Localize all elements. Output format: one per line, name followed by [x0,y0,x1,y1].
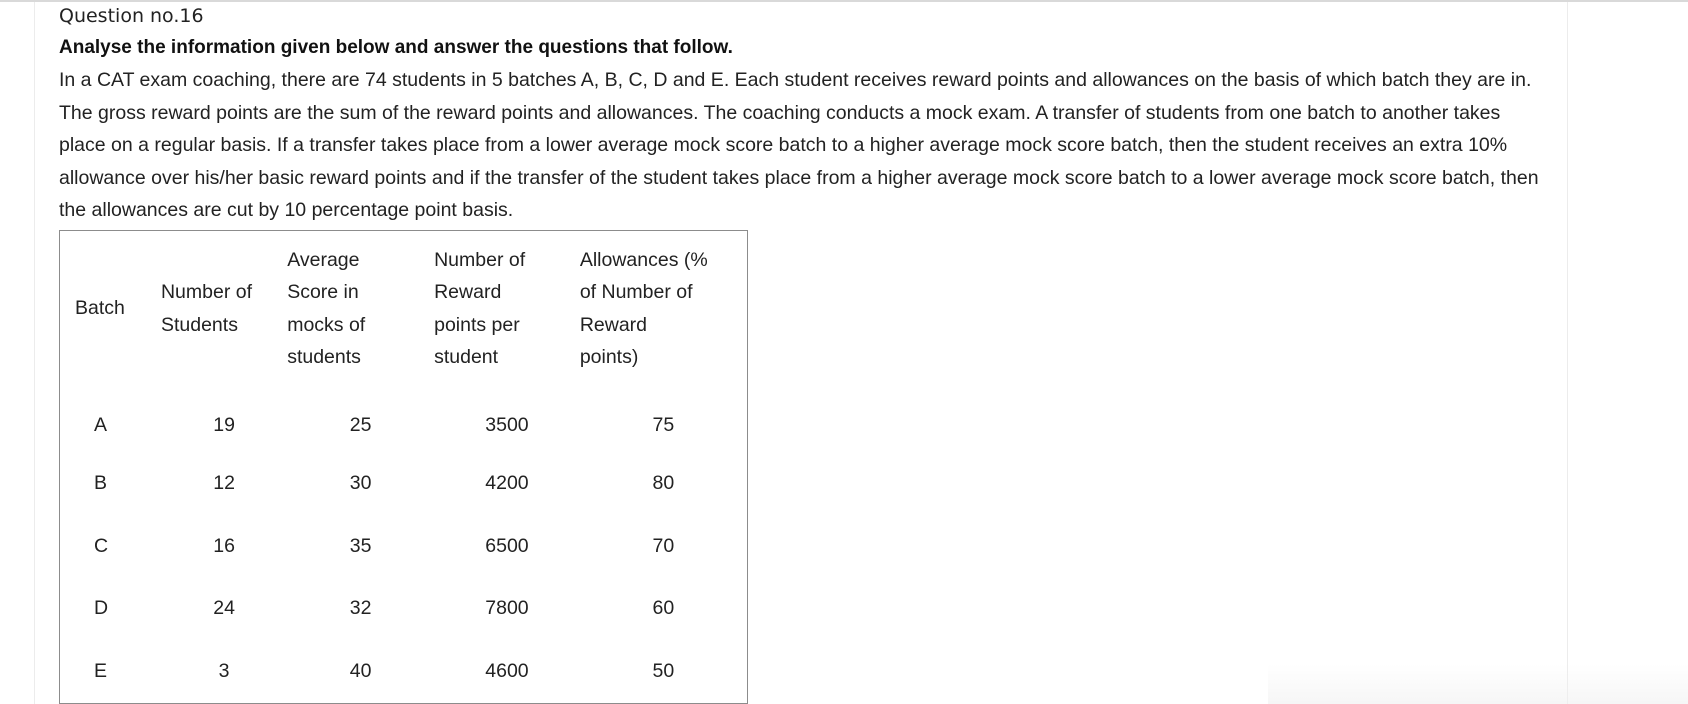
cell-allowance: 60 [652,597,675,620]
cell-reward: 4600 [485,659,529,682]
cell-students: 19 [213,414,235,436]
cell-allowance: 80 [652,472,675,495]
cell-batch: E [94,659,108,682]
left-border [34,2,35,704]
cell-students: 16 [213,534,235,557]
header-allowances: Allowances (% of Number of Reward points) [579,248,708,368]
cell-reward: 3500 [485,414,529,436]
cell-score: 40 [349,659,372,682]
table-row [60,578,748,641]
cell-students: 12 [213,472,235,495]
cell-reward: 7800 [485,597,529,620]
cell-students: 3 [218,659,230,682]
table-row [60,640,748,703]
cell-allowance: 70 [652,534,675,557]
question-number: Question no.16 [59,5,204,27]
cell-reward: 6500 [485,534,529,557]
cell-score: 32 [349,597,372,620]
question-passage: In a CAT exam coaching, there are 74 students in 5 batches A, B, C, D and E. Each student receives reward points and allowances on the basis of which batch they are in. The gross reward points are the sum of the reward points and allowances. The coaching conducts a mock exam. A transfer of students from one batch to another takes place on a regular basis. If a transfer takes place from a lower average mock score batch to a higher average mock score batch, then the student receives an extra 10% allowance over his/her basic reward points and if the transfer of the student takes place from a higher average mock score batch to a lower average mock score batch, then the allowances are cut by 10 percentage point basis. [59,69,1539,221]
table-row [60,515,748,578]
header-reward-points: Number of Reward points per student [434,248,526,368]
right-border [1567,2,1568,704]
table-row [60,399,748,453]
cell-score: 30 [349,472,372,495]
cell-batch: A [94,414,108,436]
question-instruction: Analyse the information given below and answer the questions that follow. [59,37,733,58]
header-batch: Batch [75,297,125,320]
table-row [60,453,748,516]
cell-score: 25 [349,414,372,436]
cell-allowance: 50 [652,659,675,682]
cell-batch: C [94,534,109,557]
question-panel [59,0,1559,704]
cell-allowance: 75 [652,414,675,436]
cell-reward: 4200 [485,472,529,495]
cell-batch: D [94,597,109,620]
table-header-row [60,230,748,399]
cell-score: 35 [349,534,372,557]
batch-data-table [59,230,748,704]
header-average-score: Average Score in mocks of students [287,248,366,368]
cell-batch: B [94,472,108,495]
header-number-of-students: Number of Students [160,281,253,336]
cell-students: 24 [213,597,235,620]
